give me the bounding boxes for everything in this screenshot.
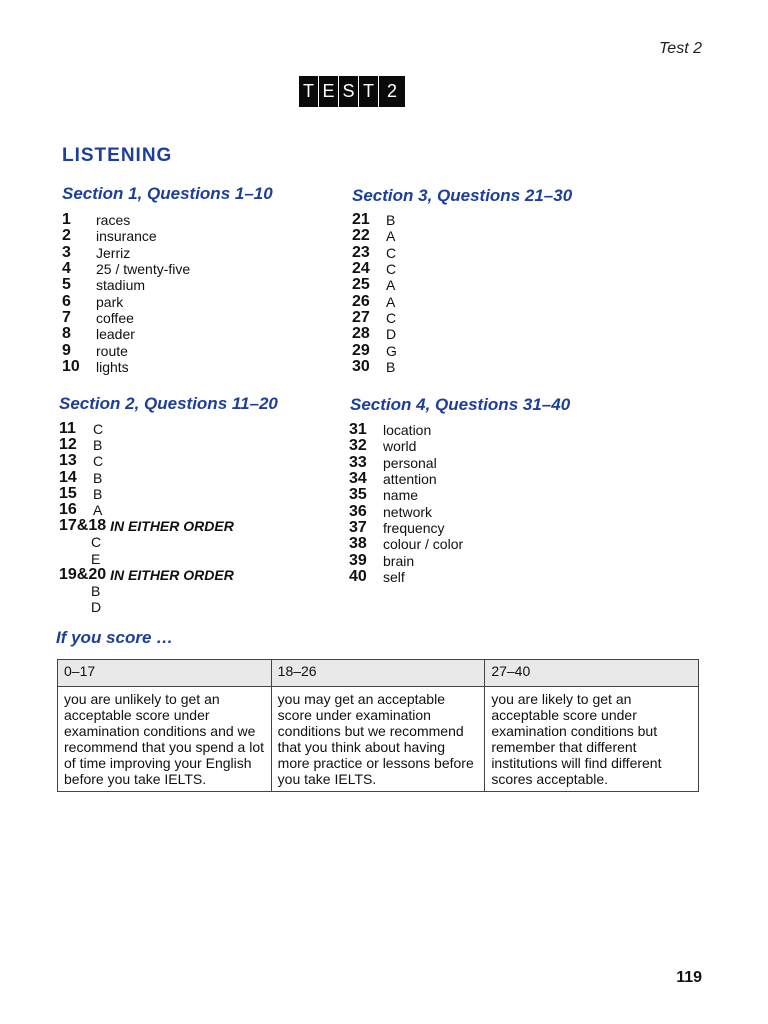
score-band-text: you are likely to get an acceptable score under examination conditions but remember that different institutions will find different scores acceptable. <box>485 687 699 792</box>
answer-row <box>59 551 234 567</box>
section3-answers <box>352 212 397 375</box>
answer-text: brain <box>383 552 415 569</box>
answer-text: network <box>383 503 433 520</box>
answer-text: park <box>96 293 124 310</box>
question-number: 33 <box>349 453 367 471</box>
answer-row <box>352 228 397 244</box>
question-number: 37 <box>349 518 367 536</box>
question-number: 1 <box>62 211 71 229</box>
answer-text: leader <box>96 326 135 343</box>
answer-text: Jerriz <box>96 244 131 261</box>
answer-row <box>59 437 234 453</box>
answer-row <box>59 421 234 437</box>
section2-answers <box>59 421 234 615</box>
answer-text: C <box>93 421 104 438</box>
answer-text: B <box>386 358 396 375</box>
answer-row <box>62 342 190 358</box>
answer-text: insurance <box>96 228 157 245</box>
answer-row <box>352 212 397 228</box>
test-badge <box>299 76 405 107</box>
answer-row <box>349 552 463 568</box>
score-text-row <box>58 687 699 792</box>
page-number: 119 <box>676 969 702 986</box>
question-number: 32 <box>349 437 367 455</box>
question-number: 26 <box>352 292 370 310</box>
answer-text: B <box>93 469 103 486</box>
answer-row <box>62 310 190 326</box>
question-number: 4 <box>62 260 71 278</box>
either-order-note: IN EITHER ORDER <box>110 518 234 535</box>
question-number: 38 <box>349 535 367 553</box>
question-number: 22 <box>352 227 370 245</box>
question-number: 17&18 <box>59 517 107 535</box>
answer-text: route <box>96 342 128 359</box>
answer-text: C <box>386 244 397 261</box>
answer-row <box>349 569 463 585</box>
question-number: 36 <box>349 502 367 520</box>
answer-row <box>62 228 190 244</box>
question-number: 29 <box>352 341 370 359</box>
answer-row <box>59 534 234 550</box>
score-title: If you score … <box>56 628 174 647</box>
section1-title: Section 1, Questions 1–10 <box>62 184 273 203</box>
question-number: 11 <box>59 420 76 438</box>
answer-text: A <box>386 228 396 245</box>
question-number: 15 <box>59 484 77 502</box>
answer-row <box>62 359 190 375</box>
question-number: 3 <box>62 243 71 261</box>
question-number: 16 <box>59 501 77 519</box>
badge-letter: S <box>339 76 359 107</box>
answer-text: A <box>93 502 103 519</box>
answer-text: C <box>386 261 397 278</box>
answer-text: B <box>93 485 103 502</box>
question-number: 6 <box>62 292 71 310</box>
answer-row <box>59 486 234 502</box>
question-number: 10 <box>62 357 80 375</box>
score-band-header: 0–17 <box>58 660 272 687</box>
question-number: 34 <box>349 470 367 488</box>
answer-row <box>349 487 463 503</box>
answer-text: E <box>91 550 101 567</box>
section1-answers <box>62 212 190 375</box>
question-number: 27 <box>352 308 370 326</box>
score-band-text: you may get an acceptable score under examination conditions but we recommend that you think about having more practice or lessons before you take IELTS. <box>271 687 485 792</box>
answer-text: attention <box>383 471 437 488</box>
answer-row <box>59 599 234 615</box>
badge-letter: T <box>359 76 379 107</box>
answer-row <box>349 520 463 536</box>
answer-row <box>352 342 397 358</box>
question-number: 8 <box>62 325 71 343</box>
badge-letter: E <box>319 76 339 107</box>
section4-answers <box>349 422 463 585</box>
question-number: 35 <box>349 486 367 504</box>
answer-text: 25 / twenty-five <box>96 261 191 278</box>
section4-title: Section 4, Questions 31–40 <box>350 395 571 414</box>
question-number: 23 <box>352 243 370 261</box>
answer-row <box>352 245 397 261</box>
score-band-header: 18–26 <box>271 660 485 687</box>
answer-row <box>349 455 463 471</box>
answer-row <box>349 422 463 438</box>
question-number: 31 <box>349 421 367 439</box>
question-number: 7 <box>62 308 71 326</box>
score-header-row <box>58 660 699 687</box>
section2-title: Section 2, Questions 11–20 <box>59 394 278 413</box>
answer-text: lights <box>96 358 129 375</box>
question-number: 40 <box>349 567 367 585</box>
answer-text: frequency <box>383 519 445 536</box>
listening-heading: LISTENING <box>62 145 173 166</box>
answer-row <box>352 293 397 309</box>
answer-row <box>62 245 190 261</box>
answer-text: C <box>93 453 104 470</box>
question-number: 14 <box>59 468 77 486</box>
question-number: 24 <box>352 260 370 278</box>
answer-text: B <box>91 582 101 599</box>
answer-text: A <box>386 293 396 310</box>
answer-text: D <box>386 326 397 343</box>
answer-row <box>59 470 234 486</box>
answer-text: C <box>91 534 102 551</box>
answer-pair-row <box>59 518 234 534</box>
question-number: 19&20 <box>59 565 107 583</box>
answer-text: races <box>96 212 131 229</box>
answer-row <box>62 212 190 228</box>
answer-row <box>59 453 234 469</box>
score-band-text: you are unlikely to get an acceptable score under examination conditions and we recommend that you spend a lot of time improving your English before you take IELTS. <box>58 687 272 792</box>
answer-row <box>352 277 397 293</box>
answer-text: C <box>386 309 397 326</box>
answer-pair-row <box>59 567 234 583</box>
question-number: 39 <box>349 551 367 569</box>
answer-row <box>62 277 190 293</box>
answer-row <box>62 261 190 277</box>
score-table <box>57 659 699 792</box>
answer-text: A <box>386 277 396 294</box>
answer-row <box>349 536 463 552</box>
badge-letter: 2 <box>386 81 397 101</box>
answer-text: colour / color <box>383 536 464 553</box>
answer-row <box>352 261 397 277</box>
answer-row <box>352 310 397 326</box>
answer-text: coffee <box>96 309 134 326</box>
answer-text: B <box>93 437 103 454</box>
badge-letter: T <box>299 76 319 107</box>
answer-row <box>349 503 463 519</box>
question-number: 30 <box>352 357 370 375</box>
answer-text: B <box>386 212 396 229</box>
answer-text: name <box>383 487 419 504</box>
question-number: 13 <box>59 452 77 470</box>
answer-text: location <box>383 422 432 439</box>
answer-text: self <box>383 568 405 585</box>
answer-text: D <box>91 599 102 616</box>
section3-title: Section 3, Questions 21–30 <box>352 186 573 205</box>
question-number: 2 <box>62 227 71 245</box>
answer-row <box>62 326 190 342</box>
answer-text: G <box>386 342 397 359</box>
running-head: Test 2 <box>659 40 702 57</box>
score-band-header: 27–40 <box>485 660 699 687</box>
answer-row <box>59 502 234 518</box>
question-number: 28 <box>352 325 370 343</box>
answer-text: stadium <box>96 277 146 294</box>
question-number: 5 <box>62 276 71 294</box>
question-number: 21 <box>352 211 370 229</box>
question-number: 9 <box>62 341 71 359</box>
question-number: 12 <box>59 436 77 454</box>
answer-row <box>349 438 463 454</box>
answer-row <box>352 359 397 375</box>
answer-row <box>349 471 463 487</box>
either-order-note: IN EITHER ORDER <box>110 566 234 583</box>
answer-text: personal <box>383 454 437 471</box>
answer-row <box>59 583 234 599</box>
question-number: 25 <box>352 276 370 294</box>
answer-row <box>352 326 397 342</box>
answer-row <box>62 293 190 309</box>
answer-text: world <box>383 438 417 455</box>
